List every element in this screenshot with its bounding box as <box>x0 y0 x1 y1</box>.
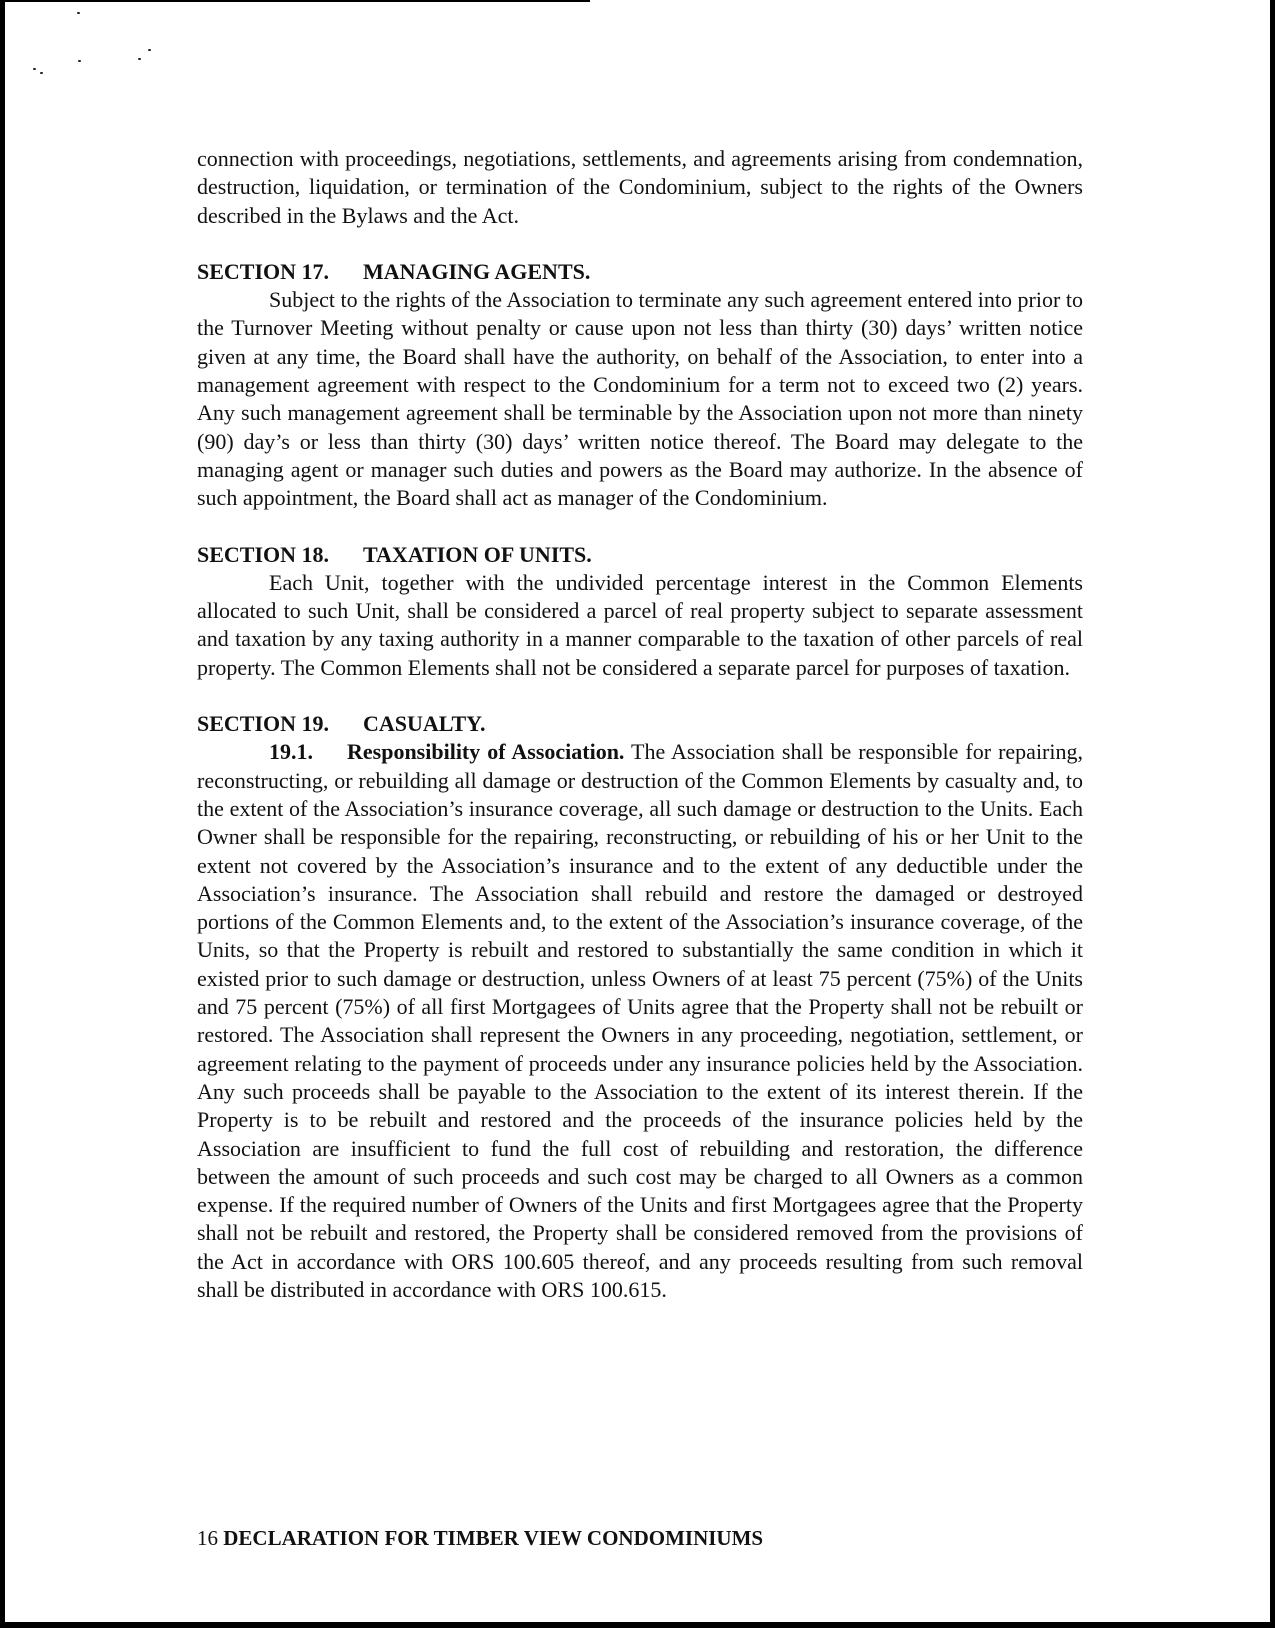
section-17-heading <box>197 258 1083 286</box>
scan-top-edge <box>0 0 590 2</box>
section-19-1-paragraph <box>197 738 1083 1304</box>
subsection-19-1-title: Responsibility of Association. <box>347 739 625 765</box>
scan-speck <box>148 49 151 51</box>
section-17-number: SECTION 17. <box>197 258 330 284</box>
scan-speck <box>78 60 81 62</box>
page-number: 16 <box>197 1526 218 1550</box>
section-18-number: SECTION 18. <box>197 541 330 567</box>
subsection-19-1-body: The Association shall be responsible for repairing, reconstructing, or rebuilding all damage or destruction of the Common Elements by casualty and, to the extent of the Association’s insurance coverage, all such damage or destruction to the Units. Each Owner shall be responsible for the repairing, reconstructing, or rebuilding of his or her Unit to the extent not covered by the Association’s insurance and to the extent of any deductible under the Association’s insurance. The Association shall rebuild and restore the damaged or destroyed portions of the Common Elements and, to the extent of the Association’s insurance coverage, of the Units, so that the Property is rebuilt and restored to substantially the same condition in which it existed prior to such damage or destruction, unless Owners of at least 75 percent (75%) of the Units and 75 percent (75%) of all first Mortgagees of Units agree that the Property shall not be rebuilt or restored. The Association shall represent the Owners in any proceeding, negotiation, settlement, or agreement relating to the payment of proceeds under any insurance policies held by the Association. Any such proceeds shall be payable to the Association to the extent of its interest therein. If the Property is to be rebuilt and restored and the proceeds of the insurance policies held by the Association are insufficient to fund the full cost of rebuilding and restoration, the difference between the amount of such proceeds and such cost may be charged to all Owners as a common expense. If the required number of Owners of the Units and first Mortgagees agree that the Property shall not be rebuilt and restored, the Property shall be considered removed from the provisions of the Act in accordance with ORS 100.605 thereof, and any proceeds resulting from such removal shall be distributed in accordance with ORS 100.615. <box>197 739 1083 1302</box>
scan-speck <box>33 68 36 70</box>
section-18-body: Each Unit, together with the undivided percentage interest in the Common Elements allocated to such Unit, shall be considered a parcel of real property subject to separate assessment and taxation by any taxing authority in a manner comparable to the taxation of other parcels of real property. The Common Elements shall not be considered a separate parcel for purposes of taxation. <box>197 569 1083 680</box>
section-19-heading <box>197 710 1083 738</box>
document-body <box>197 145 1083 1304</box>
section-17-body: Subject to the rights of the Association to terminate any such agreement entered into prior to the Turnover Meeting without penalty or cause upon not less than thirty (30) days’ written notice given at any time, the Board shall have the authority, on behalf of the Association, to enter into a management agreement with respect to the Condominium for a term not to exceed two (2) years. Any such management agreement shall be terminable by the Association upon not more than ninety (90) day’s or less than thirty (30) days’ written notice thereof. The Board may delegate to the managing agent or manager such duties and powers as the Board may authorize. In the absence of such appointment, the Board shall act as manager of the Condominium. <box>197 287 1083 511</box>
section-18-heading <box>197 541 1083 569</box>
scan-speck <box>138 58 141 60</box>
section-19-title: CASUALTY. <box>363 711 486 737</box>
section-19-number: SECTION 19. <box>197 711 330 737</box>
page-footer <box>197 1525 763 1551</box>
scan-speck <box>40 72 43 74</box>
scan-speck <box>77 12 80 14</box>
document-title: DECLARATION FOR TIMBER VIEW CONDOMINIUMS <box>223 1526 764 1550</box>
continuation-paragraph: connection with proceedings, negotiations, settlements, and agreements arising from condemnation, destruction, liquidation, or termination of the Condominium, subject to the rights of the Owners described in the Bylaws and the Act. <box>197 146 1083 228</box>
subsection-19-1-number: 19.1. <box>269 739 313 765</box>
section-18-title: TAXATION OF UNITS. <box>363 541 592 567</box>
section-17-title: MANAGING AGENTS. <box>363 258 591 284</box>
